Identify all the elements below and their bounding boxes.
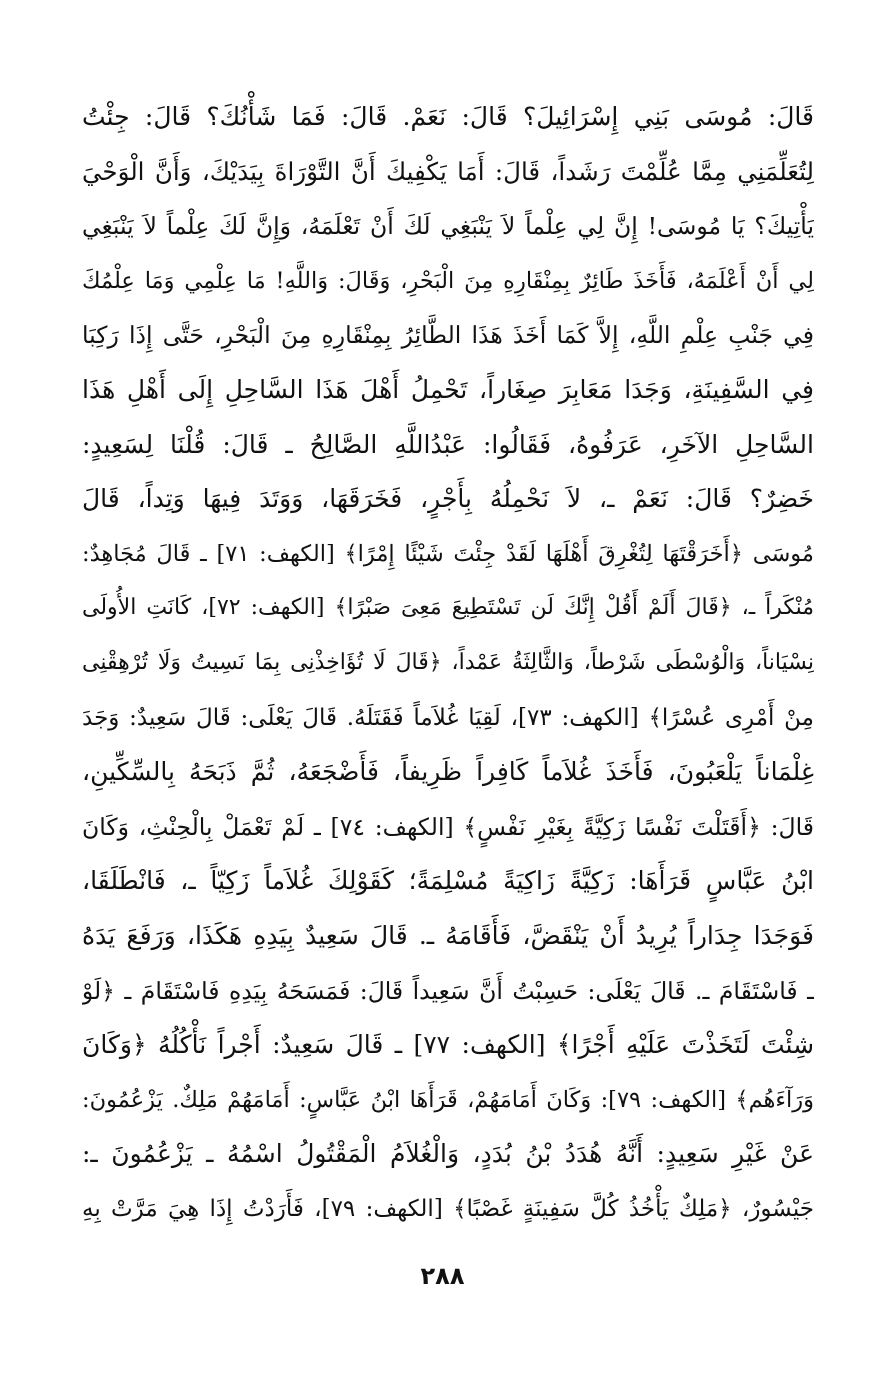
text-line: ـ فَاسْتَقَامَ ـ. قَالَ يَعْلَى: حَسِبْتُ أَنَّ سَعِيداً قَالَ: فَمَسَحَهُ بِيَدِهِ فَاسْتَقَامَ ـ ﴿لَوْ [82, 976, 814, 1005]
text-line: مِنْ أَمْرِى عُسْرًا﴾ [الكهف: ٧٣]، لَقِيَا غُلاَماً فَقَتَلَهُ. قَالَ يَعْلَى: قَالَ سَعِيدٌ: وَجَدَ [82, 704, 814, 731]
page-number: ٢٨٨ [420, 1262, 465, 1290]
text-line: مُنْكَراً ـ، ﴿قَالَ أَلَمْ أَقُلْ إِنَّكَ لَن تَسْتَطِيعَ مَعِىَ صَبْرًا﴾ [الكهف: ٧٢]، كَانَتِ الأُولَى [82, 595, 814, 621]
body-text [82, 90, 814, 1236]
text-line: خَضِرٌ؟ قَالَ: نَعَمْ ـ، لاَ نَحْمِلُهُ بِأَجْرٍ، فَخَرَقَهَا، وَوَتَدَ فِيهَا وَتِداً، قَالَ [82, 484, 814, 514]
text-line: وَرَآءَهُم﴾ [الكهف: ٧٩]: وَكَانَ أَمَامَهُمْ، قَرَأَهَا ابْنُ عَبَّاسٍ: أَمَامَهُمْ مَلِكٌ. يَزْعُمُونَ: [82, 1086, 814, 1113]
text-line: فَوَجَدَا جِدَاراً يُرِيدُ أَنْ يَنْقَضَّ، فَأَقَامَهُ ـ. قَالَ سَعِيدٌ بِيَدِهِ هَكَذَا، وَرَفَعَ يَدَهُ [82, 920, 814, 950]
text-line: فِي جَنْبِ عِلْمِ اللَّهِ، إِلاَّ كَمَا أَخَذَ هَذَا الطَّائِرُ بِمِنْقَارِهِ مِنَ الْبَحْرِ، حَتَّى إِذَا رَكِبَا [82, 321, 814, 350]
text-line: ابْنُ عَبَّاسٍ قَرَأَهَا: زَكِيَّةً زَاكِيَةً مُسْلِمَةً؛ كَقَوْلِكَ غُلاَماً زَكِيّاً ـ، فَانْطَلَقَا، [82, 866, 814, 896]
text-line: شِئْتَ لَتَخَذْتَ عَلَيْهِ أَجْرًا﴾ [الكهف: ٧٧] ـ قَالَ سَعِيدٌ: أَجْراً نَأْكُلُهُ ﴿وَكَانَ [82, 1030, 814, 1060]
text-line: لِي أَنْ أَعْلَمَهُ، فَأَخَذَ طَائِرٌ بِمِنْقَارِهِ مِنَ الْبَحْرِ، وَقَالَ: وَاللَّهِ! مَا عِلْمِي وَمَا عِلْمُكَ [82, 267, 814, 294]
text-line: فِي السَّفِينَةِ، وَجَدَا مَعَابِرَ صِغَاراً، تَحْمِلُ أَهْلَ هَذَا السَّاحِلِ إِلَى أَهْلِ هَذَا [82, 374, 814, 404]
text-line: عَنْ غَيْرِ سَعِيدٍ: أَنَّهُ هُدَدُ بْنُ بُدَدٍ، وَالْغُلاَمُ الْمَقْتُولُ اسْمُهُ ـ يَزْعُمُونَ ـ: [82, 1139, 814, 1169]
text-line: السَّاحِلِ الآخَرِ، عَرَفُوهُ، فَقَالُوا: عَبْدُاللَّهِ الصَّالِحُ ـ قَالَ: قُلْنَا لِسَعِيدٍ: [82, 429, 814, 459]
text-line: قَالَ: ﴿أَقَتَلْتَ نَفْسًا زَكِيَّةً بِغَيْرِ نَفْسٍ﴾ [الكهف: ٧٤] ـ لَمْ تَعْمَلْ بِالْحِنْثِ، وَكَانَ [82, 812, 814, 841]
text-line: قَالَ: مُوسَى بَنِي إِسْرَائِيلَ؟ قَالَ: نَعَمْ. قَالَ: فَمَا شَأْنُكَ؟ قَالَ: جِئْتُ [82, 102, 814, 131]
text-line: مُوسَى ﴿أَخَرَقْتَهَا لِتُغْرِقَ أَهْلَهَا لَقَدْ جِئْتَ شَيْئًا إِمْرًا﴾ [الكهف: ٧١] ـ قَالَ مُجَاهِدٌ: [82, 540, 814, 567]
text-line: لِتُعَلِّمَنِي مِمَّا عُلِّمْتَ رَشَداً، قَالَ: أَمَا يَكْفِيكَ أَنَّ التَّوْرَاةَ بِيَدَيْكَ، وَأَنَّ الْوَحْيَ [82, 156, 814, 186]
text-line: نِسْيَاناً، وَالْوُسْطَى شَرْطاً، وَالثَّالِثَةُ عَمْداً، ﴿قَالَ لَا تُؤَاخِذْنِى بِمَا نَسِيتُ وَلَا تُرْهِقْنِى [82, 649, 814, 675]
text-line: جَيْسُورٌ، ﴿مَلِكٌ يَأْخُذُ كُلَّ سَفِينَةٍ غَصْبًا﴾ [الكهف: ٧٩]، فَأَرَدْتُ إِذَا هِيَ مَرَّتْ بِهِ [82, 1195, 814, 1222]
text-line: يَأْتِيكَ؟ يَا مُوسَى! إِنَّ لِي عِلْماً لاَ يَنْبَغِي لَكَ أَنْ تَعْلَمَهُ، وَإِنَّ لَكَ عِلْماً لاَ يَنْبَغِي [82, 212, 814, 241]
text-line: غِلْمَاناً يَلْعَبُونَ، فَأَخَذَ غُلاَماً كَافِراً ظَرِيفاً، فَأَضْجَعَهُ، ثُمَّ ذَبَحَهُ بِالسِّكِّينِ، [82, 757, 814, 787]
